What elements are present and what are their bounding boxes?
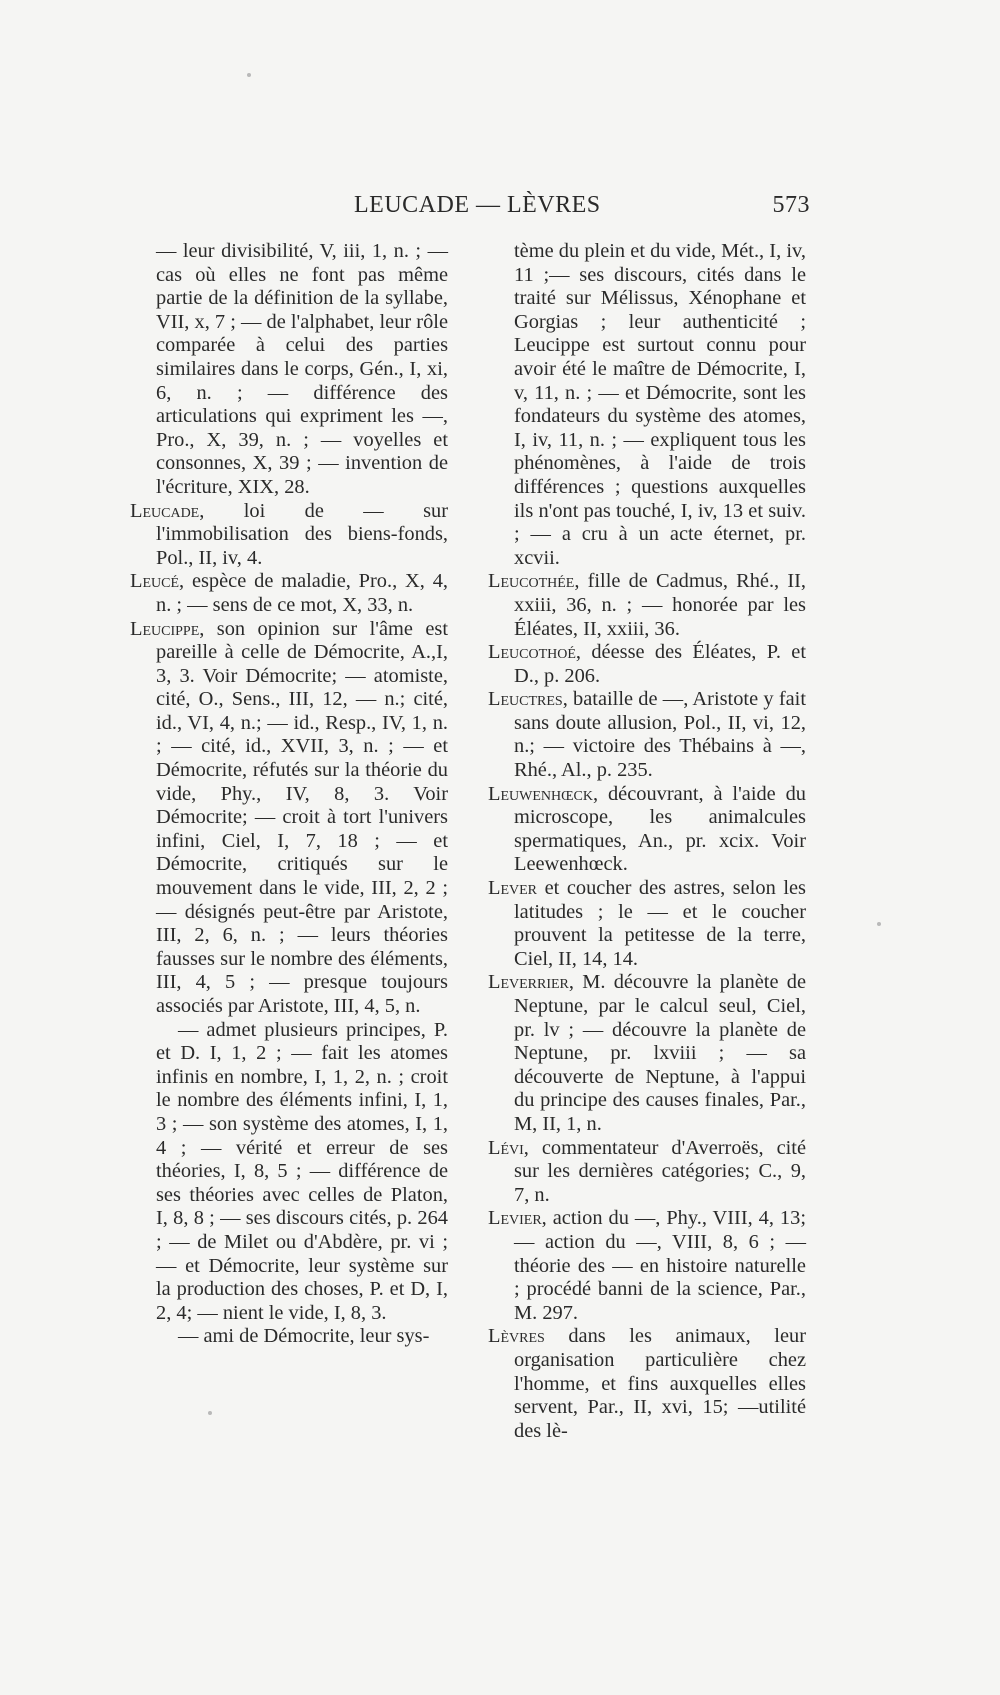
right-column — [488, 240, 806, 1443]
index-headword: Lévi — [488, 1136, 524, 1159]
index-entry-continuation — [130, 1325, 448, 1349]
index-entry-text: , déesse des Éléates, P. et D., p. 206. — [514, 641, 806, 687]
paper-speck — [247, 73, 251, 77]
index-entry — [488, 1325, 806, 1443]
index-entry — [488, 1137, 806, 1208]
index-entry-text: et coucher des astres, selon les latitudes ; le — et le coucher prouvent la petitesse de la terre, Ciel, II, 14, 14. — [514, 877, 806, 970]
index-entry-continuation — [130, 240, 448, 500]
index-headword: Leuctres — [488, 688, 563, 711]
index-entry — [130, 618, 448, 1019]
running-title: LEUCADE — LÈVRES — [354, 192, 601, 218]
index-entry — [488, 1207, 806, 1325]
index-headword: Leucothée — [488, 570, 575, 593]
index-entry-text: — leur divisibilité, V, iii, 1, n. ; — cas où elles ne font pas même partie de la définition de la syllabe, VII, x, 7 ; — de l'alphabet, leur rôle comparée à celui des parties similaires dans le corps, Gén., I, xi, 6, n. ; — différence des articulations qui expriment les —, Pro., X, 39, n. ; — voyelles et consonnes, X, 39 ; — invention de l'écriture, XIX, 28. — [156, 240, 448, 498]
index-entry-continuation — [130, 1019, 448, 1326]
index-entry — [488, 783, 806, 877]
index-entry — [488, 688, 806, 782]
index-entry-text: tème du plein et du vide, Mét., I, iv, 11 ;— ses discours, cités dans le traité sur Mélissus, Xénophane et Gorgias ; leur authenticité ; Leucippe est surtout connu pour avoir été le maître de Démocrite, I, v, 11, n. ; — et Démocrite, sont les fondateurs du système des atomes, I, iv, 11, n. ; — expliquent tous les phénomènes, à l'aide de trois différences ; questions auxquelles ils n'ont pas touché, I, iv, 13 et suiv. ; — a cru à un acte éternet, pr. xcvii. — [514, 240, 806, 569]
paper-speck — [208, 1411, 212, 1415]
index-headword: Leucé — [130, 570, 180, 593]
paper-speck — [877, 922, 881, 926]
index-entry-text: , M. découvre la planète de Neptune, par le calcul seul, Ciel, pr. lv ; — découvre la planète de Neptune, pr. lxviii ; — sa découverte de Neptune, à l'appui du principe des causes finales, Par., M, II, 1, n. — [514, 971, 806, 1135]
index-entry-text: , découvrant, à l'aide du microscope, les animalcules spermatiques, An., pr. xcix. Voir Leewenhœck. — [514, 782, 806, 876]
index-entry-text: , action du —, Phy., VIII, 4, 13; — action du —, VIII, 8, 6 ; — théorie des — en histoire naturelle ; procédé banni de la science, Par., M. 297. — [514, 1207, 806, 1324]
index-entry-text: , bataille de —, Aristote y fait sans doute allusion, Pol., II, vi, 12, n.; — victoire des Thébains à —, Rhé., Al., p. 235. — [514, 688, 806, 782]
index-headword: Levier — [488, 1207, 542, 1230]
index-entry — [488, 641, 806, 688]
page-header — [130, 192, 810, 224]
index-entry-text: — ami de Démocrite, leur sys- — [178, 1325, 430, 1348]
index-headword: Leucade — [130, 499, 200, 522]
index-entry-text: , fille de Cadmus, Rhé., II, xxiii, 36, n. ; — honorée par les Éléates, II, xxiii, 36. — [514, 570, 806, 640]
index-headword: Lever — [488, 877, 538, 900]
index-entry — [488, 570, 806, 641]
index-headword: Leucothoé — [488, 641, 576, 664]
index-entry — [130, 500, 448, 571]
index-headword: Leucippe — [130, 617, 200, 640]
index-entry — [488, 971, 806, 1136]
index-entry-continuation — [488, 240, 806, 570]
index-entry-text: , loi de — sur l'immobilisation des biens-fonds, Pol., II, iv, 4. — [156, 499, 448, 569]
index-entry-text: — admet plusieurs principes, P. et D. I, 1, 2 ; — fait les atomes infinis en nombre, I, 1, 2, n. ; croit le nombre des éléments infini, I, 1, 3 ; — son système des atomes, I, 1, 4 ; — vérité et erreur de ses théories, I, 8, 5 ; — différence de ses théories avec celles de Platon, I, 8, 8 ; — ses discours cités, p. 264 ; — de Milet ou d'Abdère, pr. vi ; — et Démocrite, leur système sur la production des choses, P. et D, I, 2, 4; — nient le vide, I, 8, 3. — [156, 1018, 448, 1324]
index-entry — [488, 877, 806, 971]
index-headword: Leverrier — [488, 971, 569, 994]
left-column — [130, 240, 448, 1349]
index-entry — [130, 570, 448, 617]
index-entry-text: dans les animaux, leur organisation particulière chez l'homme, et fins auxquelles elles servent, Par., II, xvi, 15; —utilité des lè- — [514, 1325, 806, 1442]
index-entry-text: , commentateur d'Averroës, cité sur les dernières catégories; C., 9, 7, n. — [514, 1136, 806, 1206]
index-headword: Leuwenhœck — [488, 782, 594, 805]
page-number: 573 — [772, 192, 810, 218]
index-headword: Lèvres — [488, 1325, 545, 1348]
index-entry-text: , son opinion sur l'âme est pareille à celle de Démocrite, A.,I, 3, 3. Voir Démocrite; — atomiste, cité, O., Sens., III, 12, — n.; cité, id., VI, 4, n.; — id., Resp., IV, 1, n. ; — cité, id., XVII, 3, n. ; — et Démocrite, réfutés sur la théorie du vide, Phy., IV, 8, 3. Voir Démocrite; — croit à tort l'univers infini, Ciel, I, 7, 18 ; — et Démocrite, critiqués sur le mouvement dans le vide, III, 2, 2 ; — désignés peut-être par Aristote, III, 2, 6, n. ; — leurs théories fausses sur le nombre des éléments, III, 4, 5 ; — presque toujours associés par Aristote, III, 4, 5, n. — [156, 617, 448, 1017]
index-entry-text: , espèce de maladie, Pro., X, 4, n. ; — sens de ce mot, X, 33, n. — [156, 570, 448, 616]
